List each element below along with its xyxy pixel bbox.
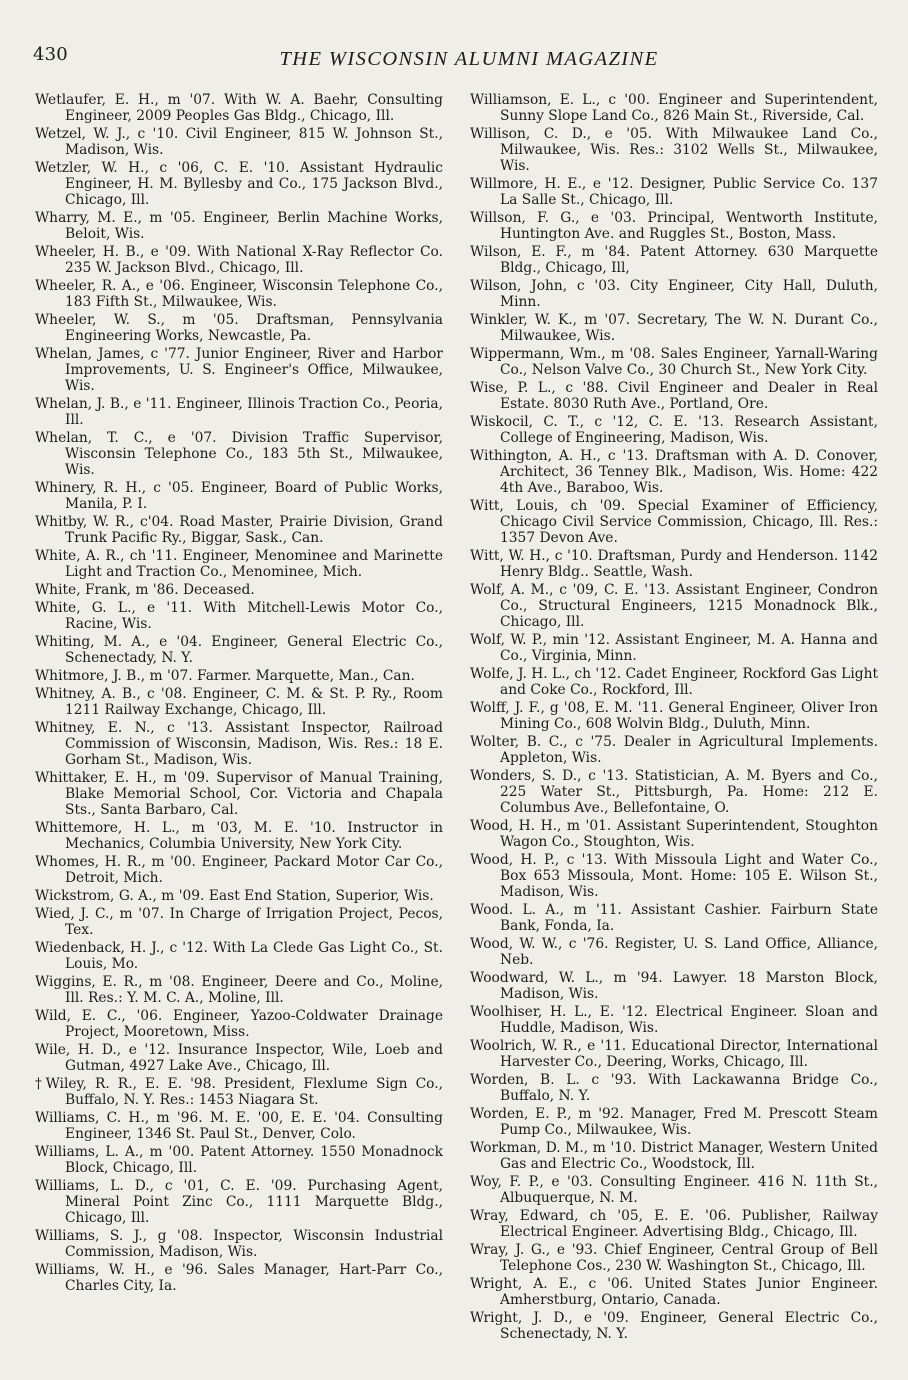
directory-entry: Whitney, A. B., c '08. Engineer, C. M. & St. P. Ry., Room 1211 Railway Exchange, Chicago, Ill.: [35, 686, 443, 718]
directory-entry: Wickstrom, G. A., m '09. East End Station, Superior, Wis.: [35, 888, 434, 904]
directory-entry: Wood. L. A., m '11. Assistant Cashier. Fairburn State Bank, Fonda, Ia.: [470, 902, 878, 934]
directory-entry: Whelan, J. B., e '11. Engineer, Illinois Traction Co., Peoria, Ill.: [35, 396, 443, 428]
directory-entry: Woodward, W. L., m '94. Lawyer. 18 Marston Block, Madison, Wis.: [470, 970, 878, 1002]
directory-entry: Wheeler, R. A., e '06. Engineer, Wisconsin Telephone Co., 183 Fifth St., Milwaukee, Wis.: [35, 278, 443, 310]
directory-entry: Wild, E. C., '06. Engineer, Yazoo-Coldwater Drainage Project, Mooretown, Miss.: [35, 1008, 443, 1040]
directory-entry: Worden, E. P., m '92. Manager, Fred M. Prescott Steam Pump Co., Milwaukee, Wis.: [470, 1106, 878, 1138]
directory-entry: Williams, W. H., e '96. Sales Manager, Hart-Parr Co., Charles City, Ia.: [35, 1262, 443, 1294]
directory-entry: Wolff, J. F., g '08, E. M. '11. General Engineer, Oliver Iron Mining Co., 608 Wolvin Bldg., Duluth, Minn.: [470, 700, 878, 732]
directory-entry: Wright, J. D., e '09. Engineer, General Electric Co., Schenectady, N. Y.: [470, 1310, 878, 1342]
directory-entry: Whittemore, H. L., m '03, M. E. '10. Instructor in Mechanics, Columbia University, New York City.: [35, 820, 443, 852]
directory-entry: Woy, F. P., e '03. Consulting Engineer. 416 N. 11th St., Albuquerque, N. M.: [470, 1174, 878, 1206]
directory-entry: Wright, A. E., c '06. United States Junior Engineer. Amherstburg, Ontario, Canada.: [470, 1276, 878, 1308]
directory-entry: Williamson, E. L., c '00. Engineer and Superintendent, Sunny Slope Land Co., 826 Main St., Riverside, Cal.: [470, 92, 878, 124]
directory-entry: Wiskocil, C. T., c '12, C. E. '13. Research Assistant, College of Engineering, Madison, Wis.: [470, 414, 878, 446]
directory-entry: Wheeler, W. S., m '05. Draftsman, Pennsylvania Engineering Works, Newcastle, Pa.: [35, 312, 443, 344]
directory-entry: Wolf, W. P., min '12. Assistant Engineer, M. A. Hanna and Co., Virginia, Minn.: [470, 632, 878, 664]
directory-entry: †Wiley, R. R., E. E. '98. President, Flexlume Sign Co., Buffalo, N. Y. Res.: 1453 Niagara St.: [35, 1076, 443, 1108]
directory-entry: Wood, H. P., c '13. With Missoula Light and Water Co., Box 653 Missoula, Mont. Home: 105 E. Wilson St., Madison, Wis.: [470, 852, 878, 900]
directory-entry: White, G. L., e '11. With Mitchell-Lewis Motor Co., Racine, Wis.: [35, 600, 443, 632]
directory-entry: Wolter, B. C., c '75. Dealer in Agricultural Implements. Appleton, Wis.: [470, 734, 878, 766]
directory-entry: Whomes, H. R., m '00. Engineer, Packard Motor Car Co., Detroit, Mich.: [35, 854, 443, 886]
directory-entry: Woolhiser, H. L., E. '12. Electrical Engineer. Sloan and Huddle, Madison, Wis.: [470, 1004, 878, 1036]
directory-entry: Willson, F. G., e '03. Principal, Wentworth Institute, Huntington Ave. and Ruggles St., Boston, Mass.: [470, 210, 878, 242]
directory-entry: Williams, C. H., m '96. M. E. '00, E. E. '04. Consulting Engineer, 1346 St. Paul St., Denver, Colo.: [35, 1110, 443, 1142]
directory-entry: Wilson, John, c '03. City Engineer, City Hall, Duluth, Minn.: [470, 278, 878, 310]
directory-entry: Woolrich, W. R., e '11. Educational Director, International Harvester Co., Deering, Works, Chicago, Ill.: [470, 1038, 878, 1070]
directory-entry: Wetlaufer, E. H., m '07. With W. A. Baehr, Consulting Engineer, 2009 Peoples Gas Bldg., Chicago, Ill.: [35, 92, 443, 124]
directory-entry: Williams, S. J., g '08. Inspector, Wisconsin Industrial Commission, Madison, Wis.: [35, 1228, 443, 1260]
page-number: 430: [33, 44, 68, 65]
directory-entry: Whelan, James, c '77. Junior Engineer, River and Harbor Improvements, U. S. Engineer's Office, Milwaukee, Wis.: [35, 346, 443, 394]
directory-entry: Withington, A. H., c '13. Draftsman with A. D. Conover, Architect, 36 Tenney Blk., Madison, Wis. Home: 422 4th Ave., Baraboo, Wis.: [470, 448, 878, 496]
directory-entry: Wood, H. H., m '01. Assistant Superintendent, Stoughton Wagon Co., Stoughton, Wis.: [470, 818, 878, 850]
directory-entry: Winkler, W. K., m '07. Secretary, The W. N. Durant Co., Milwaukee, Wis.: [470, 312, 878, 344]
directory-entry: Wetzel, W. J., c '10. Civil Engineer, 815 W. Johnson St., Madison, Wis.: [35, 126, 443, 158]
directory-entry: Whitney, E. N., c '13. Assistant Inspector, Railroad Commission of Wisconsin, Madison, Wis. Res.: 18 E. Gorham St., Madison, Wis.: [35, 720, 443, 768]
directory-entry: Williams, L. D., c '01, C. E. '09. Purchasing Agent, Mineral Point Zinc Co., 1111 Marquette Bldg., Chicago, Ill.: [35, 1178, 443, 1226]
left-column: [35, 92, 443, 1296]
directory-entry: Wolfe, J. H. L., ch '12. Cadet Engineer, Rockford Gas Light and Coke Co., Rockford, Ill.: [470, 666, 879, 698]
directory-entry: Whitmore, J. B., m '07. Farmer. Marquette, Man., Can.: [35, 668, 415, 684]
directory-entry: Willison, C. D., e '05. With Milwaukee Land Co., Milwaukee, Wis. Res.: 3102 Wells St., Milwaukee, Wis.: [470, 126, 878, 174]
directory-entry: Worden, B. L. c '93. With Lackawanna Bridge Co., Buffalo, N. Y.: [470, 1072, 878, 1104]
directory-entry: Wetzler, W. H., c '06, C. E. '10. Assistant Hydraulic Engineer, H. M. Byllesby and Co., 175 Jackson Blvd., Chicago, Ill.: [35, 160, 443, 208]
directory-entry: Whinery, R. H., c '05. Engineer, Board of Public Works, Manila, P. I.: [35, 480, 443, 512]
directory-entry: Wile, H. D., e '12. Insurance Inspector, Wile, Loeb and Gutman, 4927 Lake Ave., Chicago, Ill.: [35, 1042, 443, 1074]
directory-entry: Wilson, E. F., m '84. Patent Attorney. 630 Marquette Bldg., Chicago, Ill,: [470, 244, 878, 276]
directory-entry: Wonders, S. D., c '13. Statistician, A. M. Byers and Co., 225 Water St., Pittsburgh, Pa. Home: 212 E. Columbus Ave., Bellefontaine, O.: [470, 768, 878, 816]
directory-entry: Wheeler, H. B., e '09. With National X-Ray Reflector Co. 235 W. Jackson Blvd., Chicago, Ill.: [35, 244, 443, 276]
directory-entry: Wray, J. G., e '93. Chief Engineer, Central Group of Bell Telephone Cos., 230 W. Washington St., Chicago, Ill.: [470, 1242, 878, 1274]
directory-entry: White, A. R., ch '11. Engineer, Menominee and Marinette Light and Traction Co., Menominee, Mich.: [35, 548, 443, 580]
directory-entry: Wray, Edward, ch '05, E. E. '06. Publisher, Railway Electrical Engineer. Advertising Bldg., Chicago, Ill.: [470, 1208, 878, 1240]
directory-entry: Wood, W. W., c '76. Register, U. S. Land Office, Alliance, Neb.: [470, 936, 878, 968]
directory-entry: Workman, D. M., m '10. District Manager, Western United Gas and Electric Co., Woodstock, Ill.: [470, 1140, 878, 1172]
directory-entry: Wharry, M. E., m '05. Engineer, Berlin Machine Works, Beloit, Wis.: [35, 210, 443, 242]
directory-entry: Wiedenback, H. J., c '12. With La Clede Gas Light Co., St. Louis, Mo.: [35, 940, 443, 972]
directory-entry: Whiting, M. A., e '04. Engineer, General Electric Co., Schenectady, N. Y.: [35, 634, 443, 666]
directory-entry: Willmore, H. E., e '12. Designer, Public Service Co. 137 La Salle St., Chicago, Ill.: [470, 176, 878, 208]
directory-entry: Wippermann, Wm., m '08. Sales Engineer, Yarnall-Waring Co., Nelson Valve Co., 30 Church St., New York City.: [470, 346, 878, 378]
directory-entry: Whitby, W. R., c'04. Road Master, Prairie Division, Grand Trunk Pacific Ry., Biggar, Sask., Can.: [35, 514, 443, 546]
directory-entry: Witt, W. H., c '10. Draftsman, Purdy and Henderson. 1142 Henry Bldg.. Seattle, Wash.: [470, 548, 878, 580]
directory-entry: Williams, L. A., m '00. Patent Attorney. 1550 Monadnock Block, Chicago, Ill.: [35, 1144, 443, 1176]
directory-entry: Whittaker, E. H., m '09. Supervisor of Manual Training, Blake Memorial School, Cor. Victoria and Chapala Sts., Santa Barbaro, Cal.: [35, 770, 443, 818]
directory-entry: White, Frank, m '86. Deceased.: [35, 582, 255, 598]
page-title: THE WISCONSIN ALUMNI MAGAZINE: [279, 48, 659, 70]
directory-entry: Witt, Louis, ch '09. Special Examiner of Efficiency, Chicago Civil Service Commission, Chicago, Ill. Res.: 1357 Devon Ave.: [470, 498, 878, 546]
directory-entry: Wied, J. C., m '07. In Charge of Irrigation Project, Pecos, Tex.: [35, 906, 443, 938]
directory-entry: Wise, P. L., c '88. Civil Engineer and Dealer in Real Estate. 8030 Ruth Ave., Portland, Ore.: [470, 380, 878, 412]
directory-entry: Wolf, A. M., c '09, C. E. '13. Assistant Engineer, Condron Co., Structural Engineers, 1215 Monadnock Blk., Chicago, Ill.: [470, 582, 878, 630]
right-column: [470, 92, 878, 1344]
directory-entry: Whelan, T. C., e '07. Division Traffic Supervisor, Wisconsin Telephone Co., 183 5th St., Milwaukee, Wis.: [35, 430, 443, 478]
directory-entry: Wiggins, E. R., m '08. Engineer, Deere and Co., Moline, Ill. Res.: Y. M. C. A., Moline, Ill.: [35, 974, 443, 1006]
